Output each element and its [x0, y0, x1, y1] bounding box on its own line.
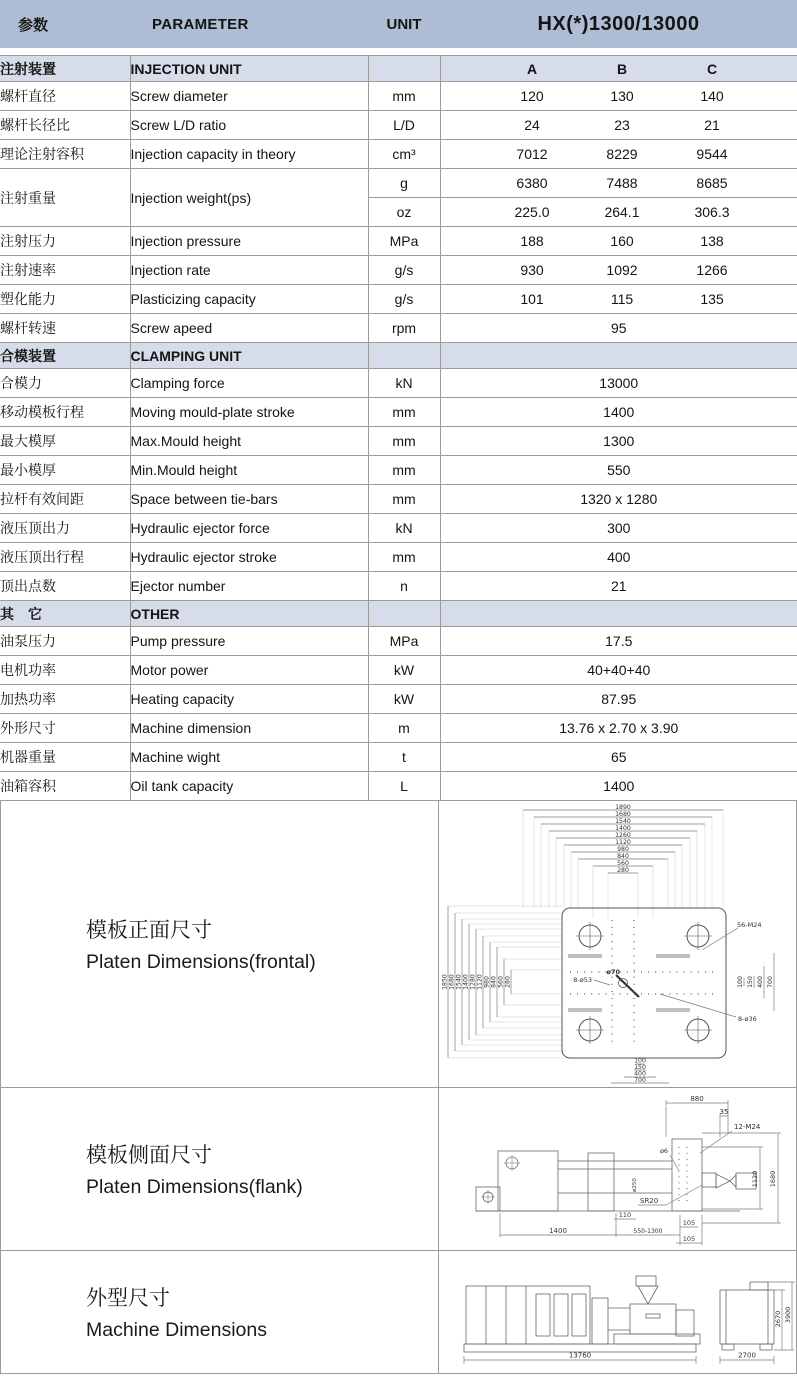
holes-left-label: 8-ø53	[572, 976, 592, 984]
value-c: 9544	[667, 140, 757, 169]
dim-label: 1400	[614, 825, 631, 832]
holes-right-label: 8-ø36	[737, 1015, 757, 1023]
value-merged: 21	[440, 572, 797, 601]
frontal-section	[1, 801, 796, 1087]
table-row	[0, 369, 797, 398]
dim-label: 1280	[469, 974, 476, 990]
dim-label: 880	[689, 1095, 704, 1103]
table-row	[0, 743, 797, 772]
frontal-label	[1, 801, 439, 1087]
dim-label: 1120	[614, 839, 631, 846]
spacer-cell	[757, 256, 797, 285]
unit-cell: mm	[368, 543, 440, 572]
value-merged: 400	[440, 543, 797, 572]
spacer-cell	[440, 285, 487, 314]
dim-label: 700	[633, 1077, 646, 1084]
section-row-other	[0, 601, 797, 627]
dim-label: 35	[719, 1108, 728, 1116]
dim-label: 400	[756, 976, 764, 988]
param-en: Max.Mould height	[130, 427, 368, 456]
dim-label: 1260	[614, 832, 631, 839]
value-merged: 1300	[440, 427, 797, 456]
value-a: 930	[487, 256, 577, 285]
unit-cell	[368, 56, 440, 82]
param-en: Moving mould-plate stroke	[130, 398, 368, 427]
col-c-header: C	[667, 56, 757, 82]
unit-cell: mm	[368, 427, 440, 456]
value-b: 115	[577, 285, 667, 314]
unit-cell: kN	[368, 514, 440, 543]
value-a: 101	[487, 285, 577, 314]
frontal-label-cn: 模板正面尺寸	[86, 919, 212, 942]
dim-label: 150	[746, 976, 754, 988]
machine-end-view	[720, 1282, 774, 1350]
center-hole-label: ø70	[605, 968, 620, 976]
machine-drawing-area	[439, 1251, 796, 1373]
machine-section	[1, 1250, 796, 1373]
value-b: 1092	[577, 256, 667, 285]
param-cn: 拉杆有效间距	[0, 485, 130, 514]
param-cn: 液压顶出力	[0, 514, 130, 543]
value-merged: 65	[440, 743, 797, 772]
section-cn: 合模装置	[0, 343, 130, 369]
section-row-injection	[0, 56, 797, 82]
unit-cell	[368, 343, 440, 369]
param-en: Pump pressure	[130, 627, 368, 656]
header-param-en: PARAMETER	[152, 15, 249, 33]
section-en: OTHER	[130, 601, 368, 627]
value-a: 225.0	[487, 198, 577, 227]
param-en: Clamping force	[130, 369, 368, 398]
value-merged: 40+40+40	[440, 656, 797, 685]
flank-label	[1, 1088, 439, 1250]
dim-label: 2670	[773, 1310, 782, 1328]
machine-side-view	[464, 1276, 700, 1352]
param-cn: 油泵压力	[0, 627, 130, 656]
table-row	[0, 685, 797, 714]
table-row	[0, 572, 797, 601]
param-cn: 外形尺寸	[0, 714, 130, 743]
value-a: 188	[487, 227, 577, 256]
frontal-platen-diagram	[440, 802, 796, 1086]
unit-cell: m	[368, 714, 440, 743]
dim-label: 1680	[768, 1170, 777, 1188]
param-cn: 注射压力	[0, 227, 130, 256]
unit-cell: mm	[368, 485, 440, 514]
table-row	[0, 314, 797, 343]
dim-label: 700	[766, 976, 774, 988]
table-row	[0, 140, 797, 169]
param-en: Screw L/D ratio	[130, 111, 368, 140]
param-en: Plasticizing capacity	[130, 285, 368, 314]
header-unit: UNIT	[386, 15, 422, 33]
table-row	[0, 227, 797, 256]
frontal-label-en: Platen Dimensions(frontal)	[86, 951, 316, 973]
unit-cell: kN	[368, 369, 440, 398]
spec-table	[0, 55, 797, 800]
value-b: 7488	[577, 169, 667, 198]
unit-cell: kW	[368, 656, 440, 685]
value-a: 24	[487, 111, 577, 140]
dim-label: 1680	[448, 974, 455, 990]
param-en: Heating capacity	[130, 685, 368, 714]
unit-cell: t	[368, 743, 440, 772]
value-a: 120	[487, 82, 577, 111]
spacer-cell	[440, 140, 487, 169]
spacer-cell	[440, 256, 487, 285]
value-c: 1266	[667, 256, 757, 285]
unit-cell: cm³	[368, 140, 440, 169]
table-row	[0, 656, 797, 685]
dim-label: 560	[616, 860, 629, 867]
param-en: Injection weight(ps)	[130, 169, 368, 227]
dim-label: 1120	[476, 974, 483, 990]
param-en: Injection pressure	[130, 227, 368, 256]
dim-label: 280	[504, 976, 511, 988]
dim-label: 1850	[441, 974, 448, 990]
spacer-cell	[440, 343, 797, 369]
value-merged: 13000	[440, 369, 797, 398]
bolt-hole-pattern	[679, 1147, 687, 1205]
table-row	[0, 485, 797, 514]
param-en: Hydraulic ejector force	[130, 514, 368, 543]
dim-label: 980	[483, 976, 490, 988]
dim-label: 280	[616, 867, 629, 874]
spacer-cell	[757, 56, 797, 82]
spacer-cell	[440, 169, 487, 198]
dim-label: 2700	[737, 1351, 756, 1360]
param-en: Ejector number	[130, 572, 368, 601]
value-c: 140	[667, 82, 757, 111]
param-en: Space between tie-bars	[130, 485, 368, 514]
value-b: 130	[577, 82, 667, 111]
spacer-cell	[757, 140, 797, 169]
value-merged: 1400	[440, 398, 797, 427]
col-a-header: A	[487, 56, 577, 82]
unit-cell: MPa	[368, 227, 440, 256]
value-merged: 13.76 x 2.70 x 3.90	[440, 714, 797, 743]
table-row	[0, 543, 797, 572]
section-cn: 其 它	[0, 601, 130, 627]
section-cn: 注射装置	[0, 56, 130, 82]
value-a: 6380	[487, 169, 577, 198]
value-b: 160	[577, 227, 667, 256]
unit-cell: mm	[368, 398, 440, 427]
col-b-header: B	[577, 56, 667, 82]
dim-label: 105	[682, 1235, 695, 1243]
table-row	[0, 285, 797, 314]
machine-label-cn: 外型尺寸	[86, 1287, 170, 1310]
param-cn: 移动模板行程	[0, 398, 130, 427]
value-b: 8229	[577, 140, 667, 169]
table-row	[0, 514, 797, 543]
dim-label: 100	[633, 1057, 646, 1065]
unit-cell: rpm	[368, 314, 440, 343]
value-c: 135	[667, 285, 757, 314]
flank-drawing-area	[439, 1088, 796, 1250]
machine-label-en: Machine Dimensions	[86, 1319, 267, 1341]
param-cn: 合模力	[0, 369, 130, 398]
param-cn: 油箱容积	[0, 772, 130, 801]
param-en: Min.Mould height	[130, 456, 368, 485]
table-row	[0, 714, 797, 743]
spacer-cell	[757, 82, 797, 111]
value-merged: 1320 x 1280	[440, 485, 797, 514]
frontal-drawing-area	[439, 801, 796, 1087]
header-gap	[0, 48, 797, 55]
param-en: Screw apeed	[130, 314, 368, 343]
param-en: Oil tank capacity	[130, 772, 368, 801]
bolts-label: 56-M24	[736, 921, 761, 929]
bolts-label: 12-M24	[733, 1123, 760, 1131]
flank-section	[1, 1087, 796, 1250]
spacer-cell	[440, 82, 487, 111]
table-row	[0, 398, 797, 427]
table-row	[0, 82, 797, 111]
param-cn: 最小模厚	[0, 456, 130, 485]
hopper	[638, 1286, 658, 1304]
dimension-labels	[568, 1307, 791, 1360]
unit-cell: g	[368, 169, 440, 198]
value-c: 21	[667, 111, 757, 140]
dim-label: 980	[616, 846, 629, 853]
dim-label: 560	[497, 976, 504, 988]
header-param-cn: 参数	[18, 16, 49, 34]
spacer-cell	[440, 198, 487, 227]
dim-label: 1540	[614, 818, 631, 825]
param-cn: 液压顶出行程	[0, 543, 130, 572]
section-row-clamping	[0, 343, 797, 369]
unit-cell: L	[368, 772, 440, 801]
dim-label: 1540	[455, 974, 462, 990]
dim-label: 110	[618, 1211, 631, 1219]
value-a: 7012	[487, 140, 577, 169]
table-row	[0, 111, 797, 140]
locating-ring-label: ø250	[631, 1178, 638, 1192]
table-row	[0, 256, 797, 285]
unit-cell	[368, 601, 440, 627]
table-row	[0, 772, 797, 801]
param-cn: 螺杆直径	[0, 82, 130, 111]
param-en: Hydraulic ejector stroke	[130, 543, 368, 572]
spacer-cell	[757, 111, 797, 140]
spacer-cell	[757, 169, 797, 198]
section-en: INJECTION UNIT	[130, 56, 368, 82]
model-title: HX(*)1300/13000	[537, 12, 700, 35]
dimension-lines	[448, 810, 774, 1083]
param-cn: 电机功率	[0, 656, 130, 685]
unit-cell: n	[368, 572, 440, 601]
param-en: Injection rate	[130, 256, 368, 285]
unit-cell: MPa	[368, 627, 440, 656]
value-merged: 550	[440, 456, 797, 485]
dim-label: 1400	[462, 974, 469, 990]
nozzle-orifice-label: ø6	[659, 1147, 668, 1155]
value-b: 23	[577, 111, 667, 140]
nozzle-radius-label: SR20	[639, 1197, 658, 1205]
param-cn: 螺杆长径比	[0, 111, 130, 140]
param-cn: 注射重量	[0, 169, 130, 227]
dim-label: 100	[736, 976, 744, 988]
unit-cell: g/s	[368, 285, 440, 314]
dim-label: 400	[633, 1070, 646, 1078]
param-cn: 螺杆转速	[0, 314, 130, 343]
dim-label: 1120	[750, 1170, 759, 1188]
param-en: Machine dimension	[130, 714, 368, 743]
table-row	[0, 427, 797, 456]
value-merged: 300	[440, 514, 797, 543]
section-en: CLAMPING UNIT	[130, 343, 368, 369]
flank-platen-diagram	[440, 1089, 796, 1249]
table-row	[0, 169, 797, 198]
param-en: Injection capacity in theory	[130, 140, 368, 169]
machine-dimensions-diagram	[440, 1252, 796, 1372]
param-cn: 塑化能力	[0, 285, 130, 314]
param-cn: 最大模厚	[0, 427, 130, 456]
flank-label-cn: 模板侧面尺寸	[86, 1144, 212, 1167]
unit-cell: L/D	[368, 111, 440, 140]
diagram-sections	[0, 800, 797, 1374]
spacer-cell	[440, 111, 487, 140]
value-c: 8685	[667, 169, 757, 198]
spacer-cell	[440, 227, 487, 256]
dim-label: 150	[633, 1064, 646, 1071]
spacer-cell	[757, 198, 797, 227]
unit-cell: g/s	[368, 256, 440, 285]
spacer-cell	[757, 227, 797, 256]
flank-label-en: Platen Dimensions(flank)	[86, 1176, 303, 1198]
value-merged: 87.95	[440, 685, 797, 714]
dim-label: 105	[682, 1219, 695, 1227]
spacer-cell	[757, 285, 797, 314]
param-cn: 顶出点数	[0, 572, 130, 601]
machine-label	[1, 1251, 439, 1373]
value-b: 264.1	[577, 198, 667, 227]
spacer-cell	[440, 601, 797, 627]
value-merged: 17.5	[440, 627, 797, 656]
table-row	[0, 456, 797, 485]
dim-label: 13760	[568, 1351, 591, 1360]
dim-label: 840	[490, 976, 497, 988]
dimension-labels	[441, 804, 774, 1084]
value-c: 138	[667, 227, 757, 256]
value-merged: 1400	[440, 772, 797, 801]
dim-label: 550-1300	[633, 1228, 662, 1235]
dimension-lines	[500, 1100, 781, 1245]
table-row	[0, 627, 797, 656]
dim-label: 840	[616, 853, 629, 860]
param-cn: 机器重量	[0, 743, 130, 772]
param-en: Machine wight	[130, 743, 368, 772]
unit-cell: oz	[368, 198, 440, 227]
param-en: Motor power	[130, 656, 368, 685]
table-header-band	[0, 0, 797, 48]
value-merged: 95	[440, 314, 797, 343]
machine-outline	[476, 1139, 756, 1211]
param-cn: 注射速率	[0, 256, 130, 285]
dim-label: 1400	[548, 1227, 567, 1235]
param-en: Screw diameter	[130, 82, 368, 111]
param-cn: 理论注射容积	[0, 140, 130, 169]
value-c: 306.3	[667, 198, 757, 227]
spacer-cell	[440, 56, 487, 82]
dim-label: 3900	[783, 1306, 792, 1324]
unit-cell: mm	[368, 456, 440, 485]
param-cn: 加热功率	[0, 685, 130, 714]
unit-cell: kW	[368, 685, 440, 714]
dim-label: 1890	[614, 804, 631, 811]
dim-label: 1680	[614, 811, 631, 818]
extension-lines	[448, 810, 723, 1058]
unit-cell: mm	[368, 82, 440, 111]
